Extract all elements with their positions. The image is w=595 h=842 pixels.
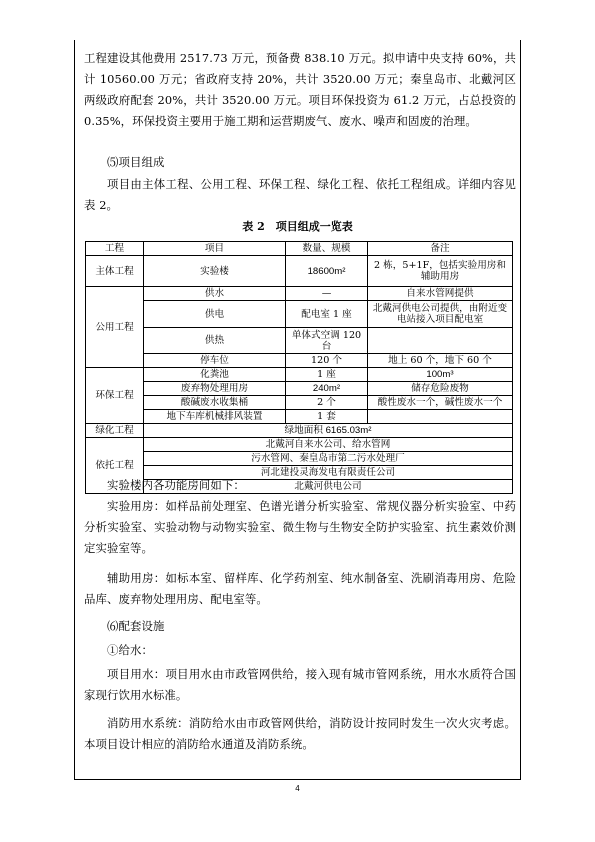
qty-cell: 1 座 [286, 368, 368, 382]
table-header-row [86, 242, 513, 256]
dependency-cell: 北戴河自来水公司、给水管网 [144, 438, 513, 452]
item-cell: 停车位 [144, 354, 286, 368]
green-area-cell: 绿地面积 6165.03m² [144, 424, 513, 438]
section-heading-facilities: ⑹配套设施 [107, 619, 165, 633]
note-cell: 储存危险废物 [368, 382, 513, 396]
item-cell: 化粪池 [144, 368, 286, 382]
item-cell: 供水 [144, 287, 286, 301]
page-number: 4 [295, 784, 300, 793]
header-cell: 备注 [368, 242, 513, 256]
table-row [86, 438, 513, 452]
qty-cell: 120 个 [286, 354, 368, 368]
composition-paragraph: 项目由主体工程、公用工程、环保工程、绿化工程、依托工程组成。详细内容见表 2。 [84, 177, 516, 212]
table-caption: 表 2 项目组成一览表 [242, 220, 353, 233]
lab-rooms-intro: 实验楼内各功能房间如下： [107, 478, 245, 492]
table-row [86, 287, 513, 301]
note-cell: 地上 60 个，地下 60 个 [368, 354, 513, 368]
note-cell: 自来水管网提供 [368, 287, 513, 301]
group-cell: 公用工程 [86, 287, 144, 368]
group-cell: 环保工程 [86, 368, 144, 424]
group-cell: 依托工程 [86, 438, 144, 494]
project-composition-table [85, 241, 513, 494]
aux-rooms-paragraph: 辅助用房：如标本室、留样库、化学药剂室、纯水制备室、洗刷消毒用房、危险品库、废弃物处理用房、配电室等。 [84, 571, 516, 606]
note-cell: 北戴河供电公司提供，由附近变电站接入项目配电室 [368, 301, 513, 328]
fire-water-paragraph: 消防用水系统：消防给水由市政管网供给，消防设计按同时发生一次火灾考虑。本项目设计相应的消防给水通道及消防系统。 [84, 716, 516, 751]
table-row [86, 354, 513, 368]
item-cell: 供热 [144, 328, 286, 354]
dependency-cell: 河北建投灵海发电有限责任公司 [144, 466, 513, 480]
item-cell: 供电 [144, 301, 286, 328]
table-row [86, 410, 513, 424]
water-supply-heading: ①给水： [107, 643, 153, 657]
table-row [86, 424, 513, 438]
header-cell: 数量、规模 [286, 242, 368, 256]
table-row [86, 301, 513, 328]
note-cell: 2 栋，5+1F，包括实验用房和辅助用房 [368, 256, 513, 287]
project-water-paragraph: 项目用水：项目用水由市政管网供给，接入现有城市管网系统，用水水质符合国家现行饮用水标准。 [84, 667, 516, 702]
qty-cell: 配电室 1 座 [286, 301, 368, 328]
lab-rooms-paragraph: 实验用房：如样品前处理室、色谱光谱分析实验室、常规仪器分析实验室、中药分析实验室、实验动物与动物实验室、微生物与生物安全防护实验室、抗生素效价测定实验室等。 [84, 499, 516, 555]
table-row [86, 328, 513, 354]
note-cell [368, 410, 513, 424]
item-cell: 地下车库机械排风装置 [144, 410, 286, 424]
item-cell: 实验楼 [144, 256, 286, 287]
dependency-cell: 污水管网、秦皇岛市第二污水处理厂 [144, 452, 513, 466]
note-cell: 100m³ [368, 368, 513, 382]
table-row [86, 382, 513, 396]
item-cell: 废弃物处理用房 [144, 382, 286, 396]
qty-cell: 单体式空调 120 台 [286, 328, 368, 354]
table-row [86, 396, 513, 410]
group-cell: 绿化工程 [86, 424, 144, 438]
qty-cell: — [286, 287, 368, 301]
qty-cell: 18600m² [286, 256, 368, 287]
header-cell: 项目 [144, 242, 286, 256]
group-cell: 主体工程 [86, 256, 144, 287]
dependency-cell: 北戴河供电公司 [144, 480, 513, 494]
header-cell: 工程 [86, 242, 144, 256]
table-row [86, 452, 513, 466]
table-row [86, 368, 513, 382]
qty-cell: 1 套 [286, 410, 368, 424]
note-cell: 酸性废水一个，碱性废水一个 [368, 396, 513, 410]
item-cell: 酸碱废水收集桶 [144, 396, 286, 410]
table-row [86, 256, 513, 287]
qty-cell: 2 个 [286, 396, 368, 410]
note-cell [368, 328, 513, 354]
qty-cell: 240m² [286, 382, 368, 396]
section-heading-composition: ⑸项目组成 [107, 155, 165, 169]
cost-paragraph: 工程建设其他费用 2517.73 万元，预备费 838.10 万元。拟申请中央支持 60%，共计 10560.00 万元；省政府支持 20%，共计 3520.00 万元；秦皇岛市、北戴河区两级政府配套 20%，共计 3520.00 万元。项目环保投资为 61.2 万元，占总投资的 0.35%，环保投资主要用于施工期和运营期废气、废水、噪声和固废的治理。 [84, 51, 516, 128]
